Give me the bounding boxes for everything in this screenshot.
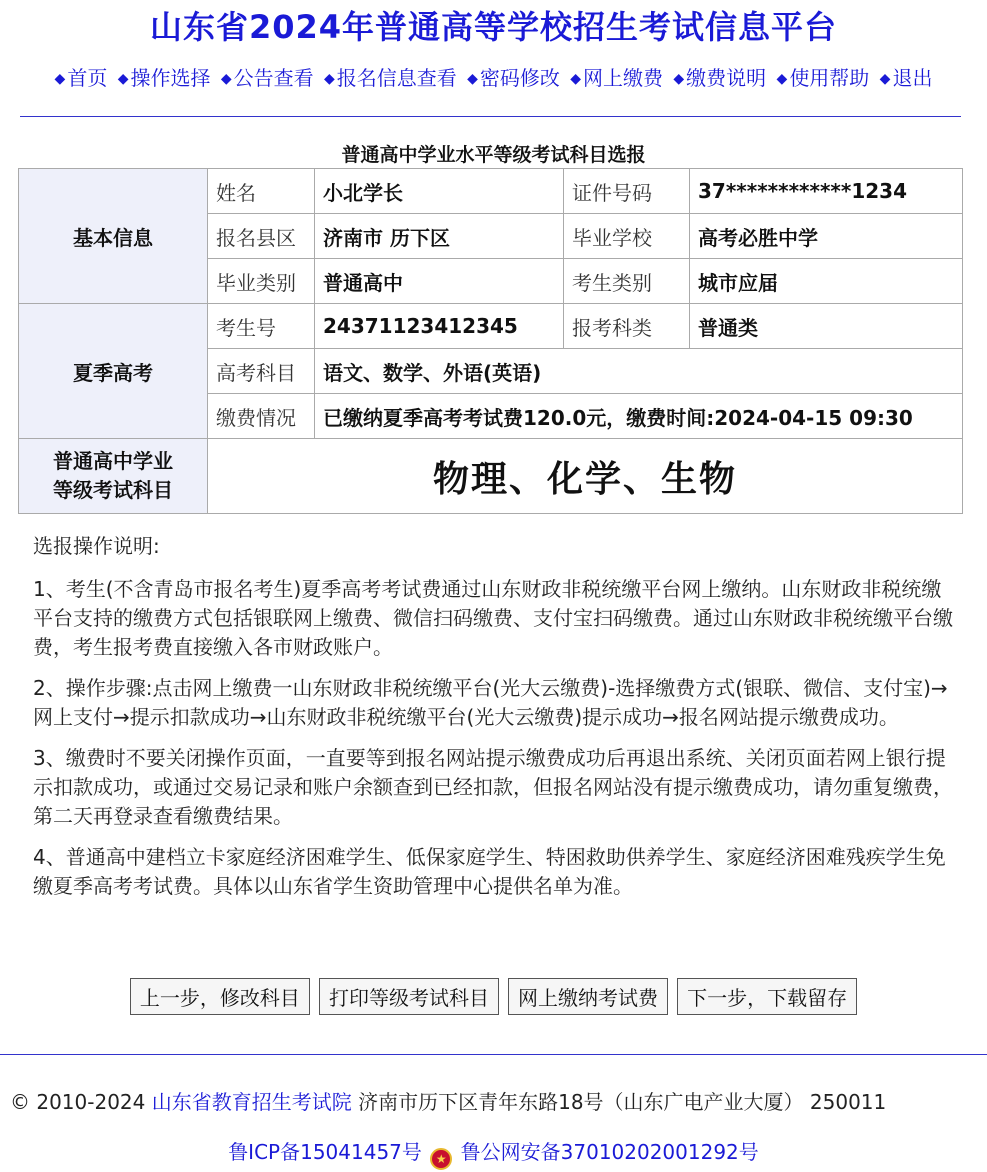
print-subjects-button[interactable]: 打印等级考试科目 (319, 978, 499, 1015)
diamond-icon: ◆ (673, 71, 685, 87)
police-record-link[interactable]: 鲁公网安备37010202001292号 (460, 1140, 759, 1164)
org-link[interactable]: 山东省教育招生考试院 (151, 1090, 352, 1114)
nav-label: 公告查看 (233, 66, 314, 90)
diamond-icon: ◆ (776, 71, 788, 87)
next-step-button[interactable]: 下一步，下载留存 (677, 978, 857, 1015)
diamond-icon: ◆ (879, 71, 891, 87)
nav-online-payment[interactable] (570, 66, 663, 90)
nav-payment-info[interactable] (673, 66, 766, 90)
section-level-line2: 等级考试科目 (53, 478, 173, 502)
footer-records (0, 1136, 987, 1170)
nav-label: 首页 (67, 66, 108, 90)
nav-label: 操作选择 (130, 66, 211, 90)
label-subjects: 高考科目 (208, 349, 315, 394)
diamond-icon: ◆ (54, 71, 66, 87)
footer-info (10, 1086, 980, 1115)
table-row (19, 169, 963, 214)
table-row (19, 439, 963, 514)
value-grad-type: 普通高中 (315, 259, 564, 304)
nav-label: 密码修改 (479, 66, 560, 90)
nav-label: 退出 (892, 66, 933, 90)
instruction-item: 1、考生(不含青岛市报名考生)夏季高考考试费通过山东财政非税统缴平台网上缴纳。山东财政非税统缴平台支持的缴费方式包括银联网上缴费、微信扫码缴费、支付宝扫码缴费。通过山东财政非税统缴平台缴费，考生报考费直接缴入各市财政账户。 (33, 577, 953, 659)
nav-operation[interactable] (118, 66, 211, 90)
nav-label: 缴费说明 (686, 66, 767, 90)
diamond-icon: ◆ (570, 71, 582, 87)
page-title: 山东省2024年普通高等学校招生考试信息平台 (149, 8, 838, 46)
divider (20, 116, 961, 117)
icp-link[interactable]: 鲁ICP备15041457号 (228, 1140, 422, 1164)
value-county: 济南市 历下区 (315, 214, 564, 259)
label-exam-no: 考生号 (208, 304, 315, 349)
online-pay-button[interactable]: 网上缴纳考试费 (508, 978, 668, 1015)
label-county: 报名县区 (208, 214, 315, 259)
nav-label: 使用帮助 (789, 66, 870, 90)
value-exam-no: 24371123412345 (315, 304, 564, 349)
nav-label: 报名信息查看 (336, 66, 457, 90)
nav-logout[interactable] (880, 66, 933, 90)
nav-password[interactable] (467, 66, 560, 90)
label-id: 证件号码 (564, 169, 690, 214)
instruction-item: 2、操作步骤:点击网上缴费一山东财政非税统缴平台(光大云缴费)-选择缴费方式(银联、微信、支付宝)→网上支付→提示扣款成功→山东财政非税统缴平台(光大云缴费)提示成功→报名网站提示缴费成功。 (33, 676, 948, 729)
address: 济南市历下区青年东路18号（山东广电产业大厦） 250011 (358, 1090, 887, 1114)
section-level (19, 439, 208, 514)
value-subjects: 语文、数学、外语(英语) (315, 349, 963, 394)
diamond-icon: ◆ (117, 71, 129, 87)
value-exam-type: 城市应届 (690, 259, 963, 304)
prev-step-button[interactable]: 上一步，修改科目 (130, 978, 310, 1015)
nav-label: 网上缴费 (583, 66, 664, 90)
level-subjects: 物理、化学、生物 (208, 439, 963, 514)
diamond-icon: ◆ (323, 71, 335, 87)
nav-registration-info[interactable] (324, 66, 457, 90)
copyright: © 2010-2024 (10, 1090, 146, 1114)
button-bar (0, 978, 987, 1015)
label-exam-type: 考生类别 (564, 259, 690, 304)
label-grad-type: 毕业类别 (208, 259, 315, 304)
table-row (19, 304, 963, 349)
police-emblem-icon: ★ (430, 1148, 452, 1170)
form-title: 普通高中学业水平等级考试科目选报 (341, 144, 646, 166)
label-school: 毕业学校 (564, 214, 690, 259)
value-id: 37************1234 (690, 169, 963, 214)
nav-home[interactable] (55, 66, 108, 90)
label-payment: 缴费情况 (208, 394, 315, 439)
value-category: 普通类 (690, 304, 963, 349)
nav-help[interactable] (777, 66, 870, 90)
top-nav (0, 62, 987, 91)
section-basic: 基本信息 (19, 169, 208, 304)
section-level-line1: 普通高中学业 (53, 449, 173, 473)
diamond-icon: ◆ (220, 71, 232, 87)
diamond-icon: ◆ (467, 71, 478, 87)
instruction-item: 3、缴费时不要关闭操作页面，一直要等到报名网站提示缴费成功后再退出系统、关闭页面若网上银行提示扣款成功，或通过交易记录和账户余额查到已经扣款，但报名网站没有提示缴费成功，请勿重复缴费，第二天再登录查看缴费结果。 (33, 746, 953, 828)
value-name: 小北学长 (315, 169, 564, 214)
nav-notice[interactable] (221, 66, 314, 90)
label-name: 姓名 (208, 169, 315, 214)
instructions (33, 532, 953, 913)
instructions-heading: 选报操作说明: (33, 534, 160, 558)
info-table (18, 168, 963, 514)
section-summer: 夏季高考 (19, 304, 208, 439)
label-category: 报考科类 (564, 304, 690, 349)
instruction-item: 4、普通高中建档立卡家庭经济困难学生、低保家庭学生、特困救助供养学生、家庭经济困难残疾学生免缴夏季高考考试费。具体以山东省学生资助管理中心提供名单为准。 (33, 845, 946, 898)
value-school: 高考必胜中学 (690, 214, 963, 259)
value-payment: 已缴纳夏季高考考试费120.0元，缴费时间:2024-04-15 09:30 (315, 394, 963, 439)
divider (0, 1054, 987, 1055)
